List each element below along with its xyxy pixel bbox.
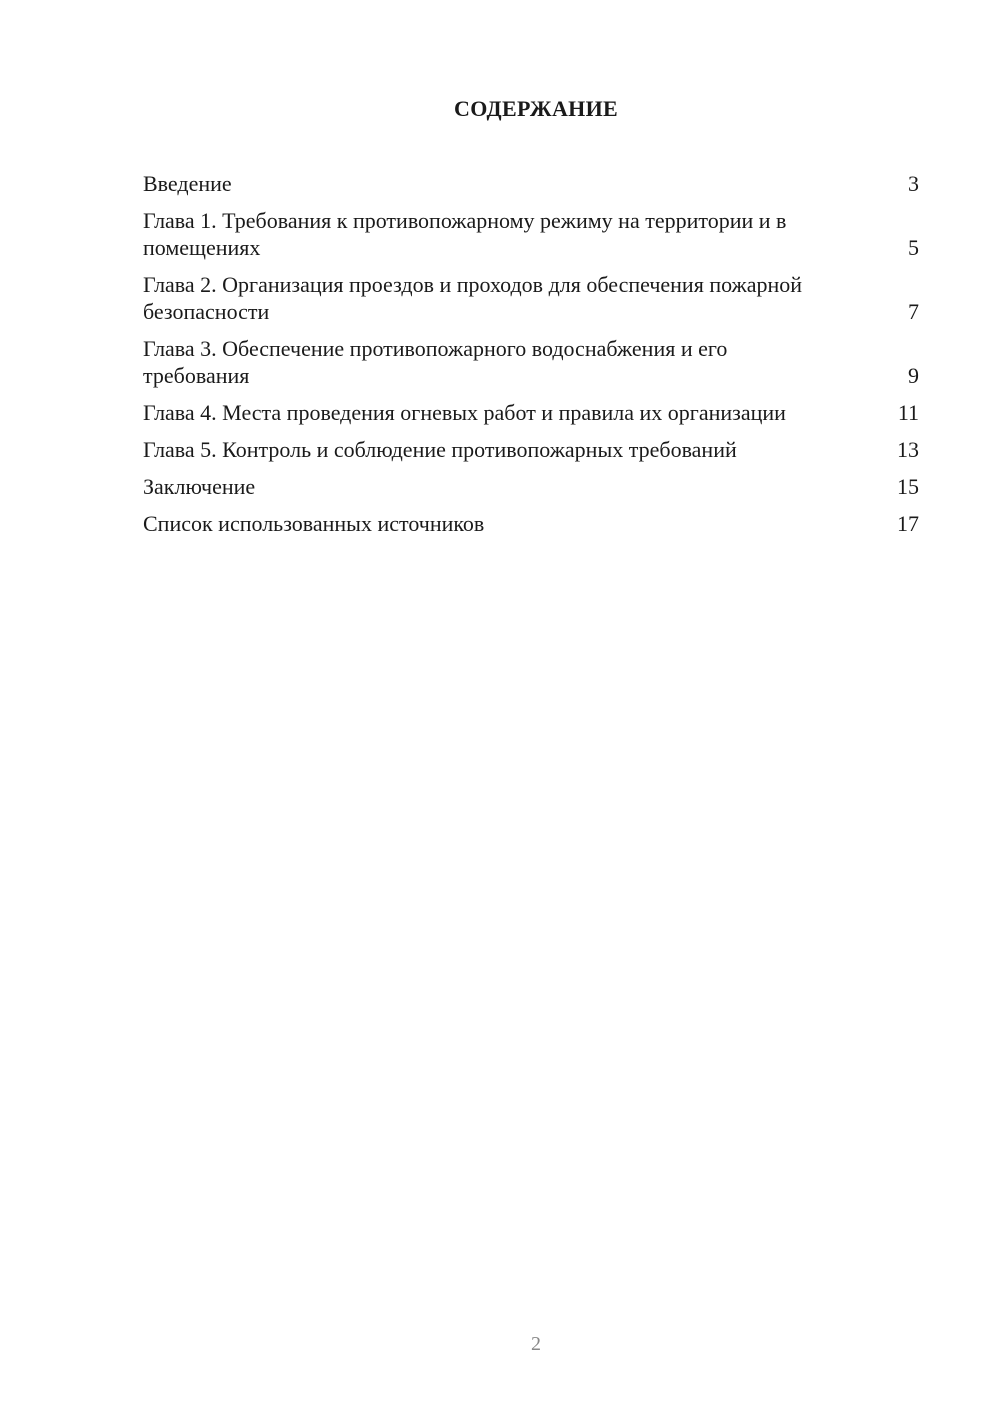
toc-entry-text: Заключение	[143, 474, 256, 499]
toc-entry-page: 13	[897, 437, 919, 462]
table-of-contents	[143, 170, 919, 547]
toc-entry-chapter-3[interactable]	[143, 335, 919, 389]
toc-entry-text: Глава 3. Обеспечение противопожарного водоснабжения и его требования	[143, 336, 728, 388]
page-title: СОДЕРЖАНИЕ	[454, 96, 618, 121]
toc-entry-text: Список использованных источников	[143, 511, 485, 536]
toc-entry-chapter-1[interactable]	[143, 207, 919, 261]
page-number: 2	[531, 1333, 541, 1355]
toc-entry-page: 11	[897, 400, 919, 425]
toc-entry-page: 17	[897, 511, 919, 536]
toc-entry-text: Глава 2. Организация проездов и проходов для обеспечения пожарной безопасности	[143, 272, 803, 324]
toc-entry-text: Глава 5. Контроль и соблюдение противопожарных требований	[143, 437, 737, 462]
toc-entry-chapter-2[interactable]	[143, 271, 919, 325]
toc-entry-conclusion[interactable]	[143, 473, 919, 500]
toc-entry-page: 15	[897, 474, 919, 499]
toc-entry-chapter-4[interactable]	[143, 399, 919, 426]
toc-entry-page: 7	[908, 299, 919, 324]
toc-entry-chapter-5[interactable]	[143, 436, 919, 463]
toc-entry-page: 3	[908, 171, 919, 196]
toc-entry-text: Введение	[143, 171, 232, 196]
toc-entry-references[interactable]	[143, 510, 919, 537]
toc-entry-text: Глава 4. Места проведения огневых работ и правила их организации	[143, 400, 786, 425]
toc-entry-text: Глава 1. Требования к противопожарному режиму на территории и в помещениях	[143, 208, 787, 260]
toc-entry-page: 9	[908, 363, 919, 388]
toc-entry-introduction[interactable]	[143, 170, 919, 197]
toc-entry-page: 5	[908, 235, 919, 260]
